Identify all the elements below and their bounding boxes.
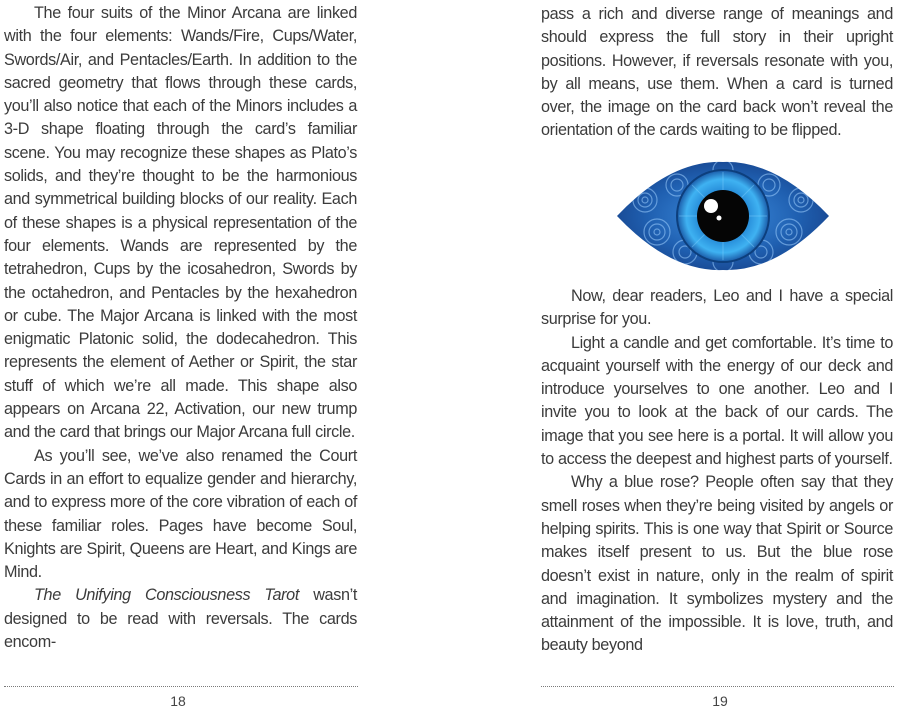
left-footer-rule — [4, 686, 358, 687]
page-number-left: 18 — [170, 693, 186, 709]
left-page-body — [4, 2, 357, 654]
right-page-top-body — [541, 3, 893, 143]
right-paragraph-continuation: pass a rich and diverse range of meanings and should express the full story in their upright positions. However, if reversals resonate with you, by all means, use them. When a card is turned over, the image on the card back won’t reveal the orientation of the cards waiting to be flipped. — [541, 5, 893, 140]
right-footer-rule — [541, 686, 894, 687]
blue-rose-eye-icon — [615, 160, 831, 272]
reversals-text: wasn’t designed to be read with reversals. The cards encom- — [4, 586, 357, 652]
right-paragraph-surprise: Now, dear readers, Leo and I have a special surprise for you. — [541, 287, 893, 329]
left-paragraph-elements: The four suits of the Minor Arcana are linked with the four elements: Wands/Fire, Cups/Water, Swords/Air, and Pentacles/Earth. In addition to the sacred geometry that flows through these cards, you’ll also notice that each of the Minors includes a 3-D shape floating through the card’s familiar scene. You may recognize these shapes as Plato’s solids, and they’re thought to be the harmonious and symmetrical building blocks of our reality. Each of these shapes is a physical representation of the four elements. Wands are represented by the tetrahedron, Cups by the icosahedron, Swords by the octahedron, and Pentacles by the hexahedron or cube. The Major Arcana is linked with the most enigmatic Platonic solid, the dodecahedron. This represents the element of Aether or Spirit, the star stuff of which we’re all made. This shape also appears on Arcana 22, Activation, our new trump and the card that brings our Major Arcana full circle. — [4, 4, 357, 442]
left-paragraph-reversals — [4, 584, 357, 654]
right-paragraph-blue-rose: Why a blue rose? People often say that they smell roses when they’re being visited by angels or helping spirits. This is one way that Spirit or Source makes itself present to us. But the blue rose doesn’t exist in nature, only in the realm of spirit and imagination. It symbolizes mystery and the attainment of the impossible. It is love, truth, and beauty beyond — [541, 473, 893, 655]
right-paragraph-candle: Light a candle and get comfortable. It’s time to acquaint yourself with the energy of our deck and introduce yourselves to one another. Leo and I invite you to look at the back of our cards. The image that you see here is a portal. It will allow you to access the deepest and highest parts of yourself. — [541, 333, 893, 469]
left-paragraph-court-cards: As you’ll see, we’ve also renamed the Court Cards in an effort to equalize gender and hierarchy, and to express more of the core vibration of each of these familiar roles. Pages have become Soul, Knights are Spirit, Queens are Heart, and Kings are Mind. — [4, 446, 357, 582]
right-page — [449, 0, 898, 713]
page-number-right: 19 — [712, 693, 728, 709]
book-title-italic: The Unifying Consciousness Tarot — [34, 586, 299, 605]
right-page-bottom-body — [541, 285, 893, 658]
